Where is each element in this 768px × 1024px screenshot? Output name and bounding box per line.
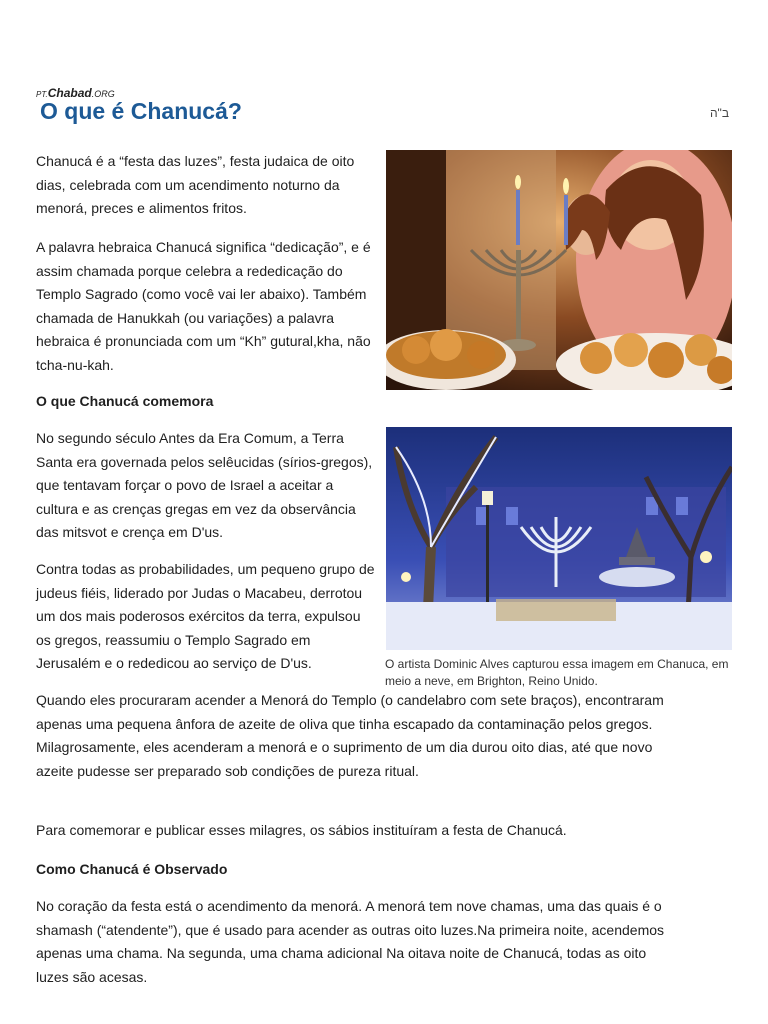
bh-mark: ב"ה bbox=[709, 106, 729, 120]
miracle-paragraph-text: Quando eles procuraram acender a Menorá do Templo (o candelabro com sete braços), encontraram apenas uma pequena ânfora de azeite de oliva que tinha escapado da contaminação pelos gregos. Milagrosamente, eles acenderam a menorá e o suprimento de um dia durou oito dias, até que novo azeite pudesse ser preparado sob condições de pureza ritual. bbox=[36, 692, 664, 779]
logo-suffix: .ORG bbox=[91, 89, 115, 99]
logo-prefix: PT. bbox=[36, 90, 48, 99]
meaning-paragraph: A palavra hebraica Chanucá significa “dedicação”, e é assim chamada porque celebra a rededicação do Templo Sagrado (como você vai ler abaixo). Também chamada de Hanukkah (ou variações) a palavra hebraica é pronunciada com um “Kh” gutural,kha, não tcha-nu-kah. bbox=[36, 239, 371, 373]
girls-menorah-photo bbox=[386, 150, 732, 390]
sages-paragraph: Para comemorar e publicar esses milagres, os sábios instituíram a festa de Chanucá. bbox=[36, 822, 567, 838]
snow-menorah-photo bbox=[386, 427, 732, 650]
logo-brand: Chabad bbox=[47, 86, 92, 100]
observance-paragraph: No coração da festa está o acendimento da menorá. A menorá tem nove chamas, uma das quais é o shamash (“atendente”), que é usado para acender as outras oito luzes.Na primeira noite, acendemos apenas uma chama. Na segunda, uma chama adicional Na oitava noite de Chanucá, todas as oito luzes são acesas. bbox=[36, 898, 665, 985]
page-title: O que é Chanucá? bbox=[40, 98, 242, 124]
intro-paragraph: Chanucá é a “festa das luzes”, festa judaica de oito dias, celebrada com um acendimento noturno da menorá, preces e alimentos fritos. bbox=[36, 153, 355, 216]
miracle-paragraph bbox=[36, 689, 686, 783]
photo-caption: O artista Dominic Alves capturou essa imagem em Chanuca, em meio a neve, em Brighton, Reino Unido. bbox=[385, 657, 729, 688]
victory-paragraph: Contra todas as probabilidades, um pequeno grupo de judeus fiéis, liderado por Judas o Macabeu, derrotou um dos mais poderosos exércitos da terra, expulsou os gregos, reassumiu o Templo Sagrado em Jerusalém e o rededicou ao serviço de D'us. bbox=[36, 561, 375, 671]
history-paragraph: No segundo século Antes da Era Comum, a Terra Santa era governada pelos selêucidas (sírios-gregos), que tentavam forçar o povo de Israel a aceitar a cultura e as crenças gregas em vez da observância das mitsvot e crença em D'us. bbox=[36, 430, 373, 540]
section-heading-commemoration: O que Chanucá comemora bbox=[36, 393, 214, 409]
section-heading-observance: Como Chanucá é Observado bbox=[36, 861, 228, 877]
